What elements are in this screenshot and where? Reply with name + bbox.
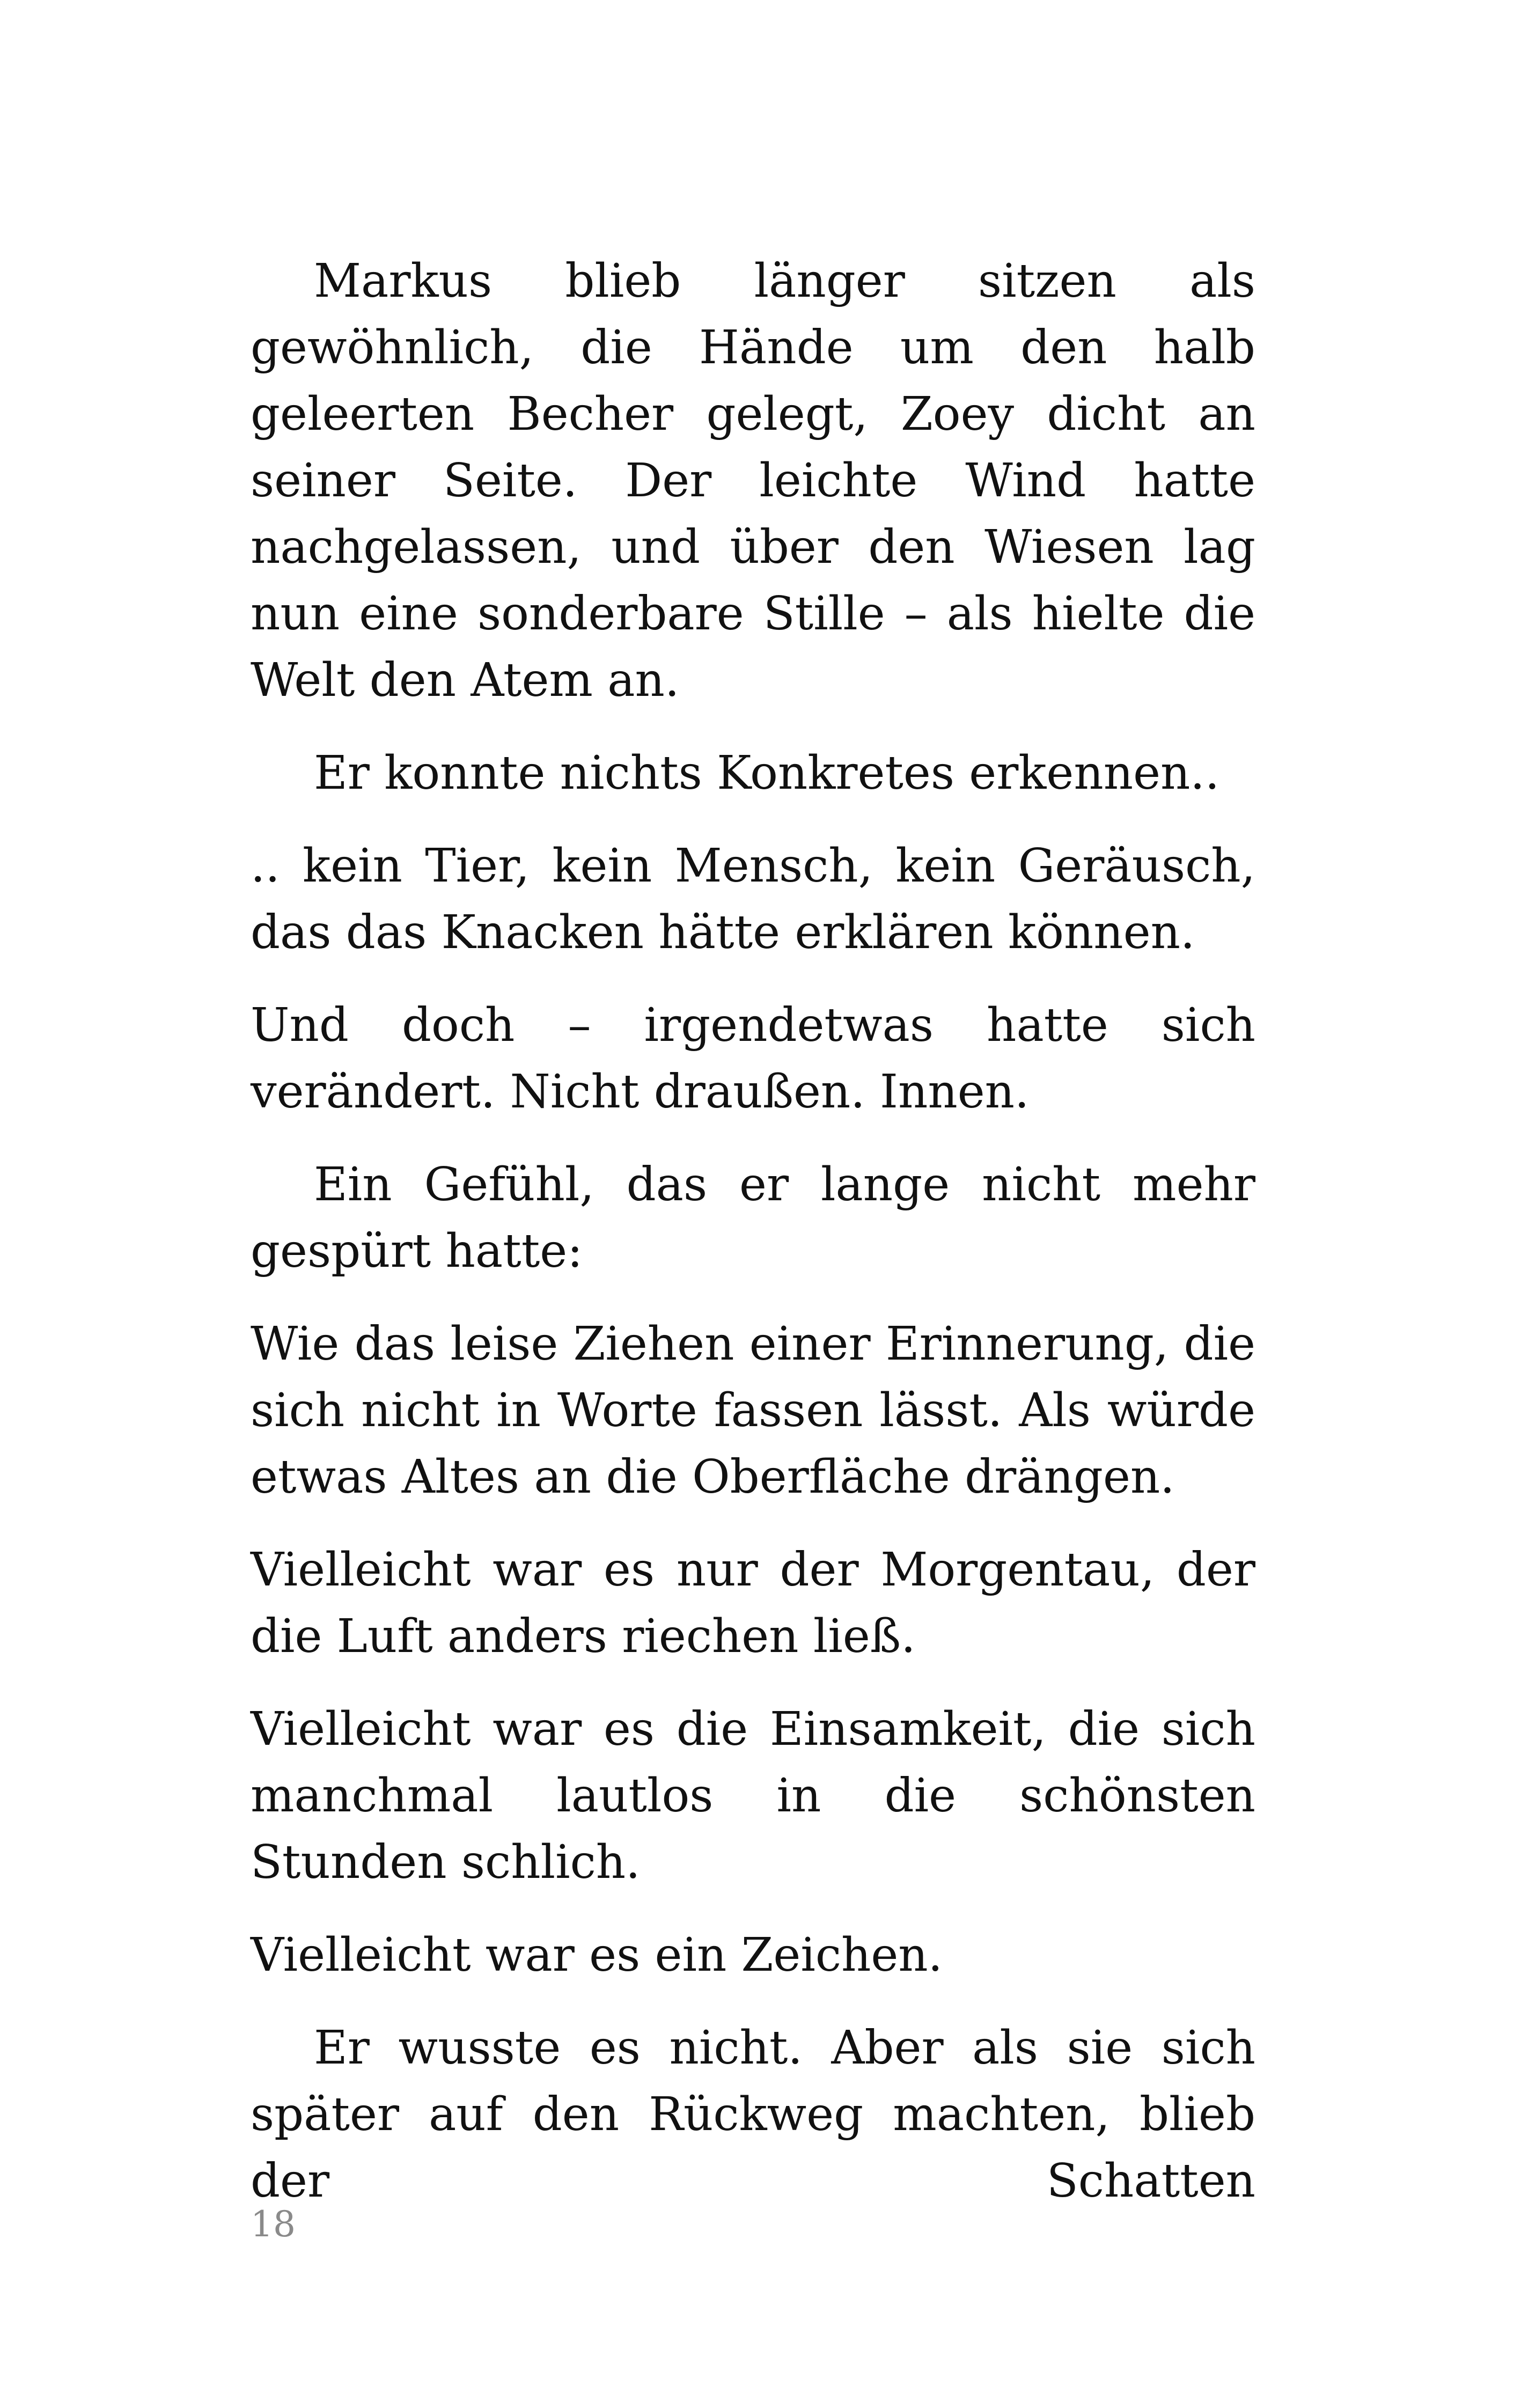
paragraph: Vielleicht war es die Einsamkeit, die sich manchmal lautlos in die schönsten Stunden schlich. <box>251 1702 1255 1889</box>
paragraph: Er wusste es nicht. Aber als sie sich später auf den Rückweg machten, blieb der Schatten <box>251 2021 1255 2208</box>
page-number: 18 <box>251 2204 296 2245</box>
paragraph: Ein Gefühl, das er lange nicht mehr gespürt hatte: <box>251 1158 1255 1278</box>
paragraph: .. kein Tier, kein Mensch, kein Geräusch, das das Knacken hätte erklären können. <box>251 839 1255 959</box>
paragraph: Vielleicht war es ein Zeichen. <box>251 1928 943 1982</box>
paragraph: Wie das leise Ziehen einer Erinnerung, die sich nicht in Worte fassen lässt. Als würde etwas Altes an die Oberfläche drängen. <box>251 1317 1255 1504</box>
paragraph: Er konnte nichts Konkretes erkennen.. <box>314 746 1220 800</box>
paragraph: Vielleicht war es nur der Morgentau, der die Luft anders riechen ließ. <box>251 1543 1255 1663</box>
paragraph: Markus blieb länger sitzen als gewöhnlich, die Hände um den halb geleerten Becher gelegt, Zoey dicht an seiner Seite. Der leichte Wind hatte nachgelassen, und über den Wiesen lag nun eine sonderbare Stille – als hielte die Welt den Atem an. <box>251 254 1255 707</box>
paragraph: Und doch – irgendetwas hatte sich verändert. Nicht draußen. Innen. <box>251 999 1255 1119</box>
body-text <box>251 248 1255 2214</box>
